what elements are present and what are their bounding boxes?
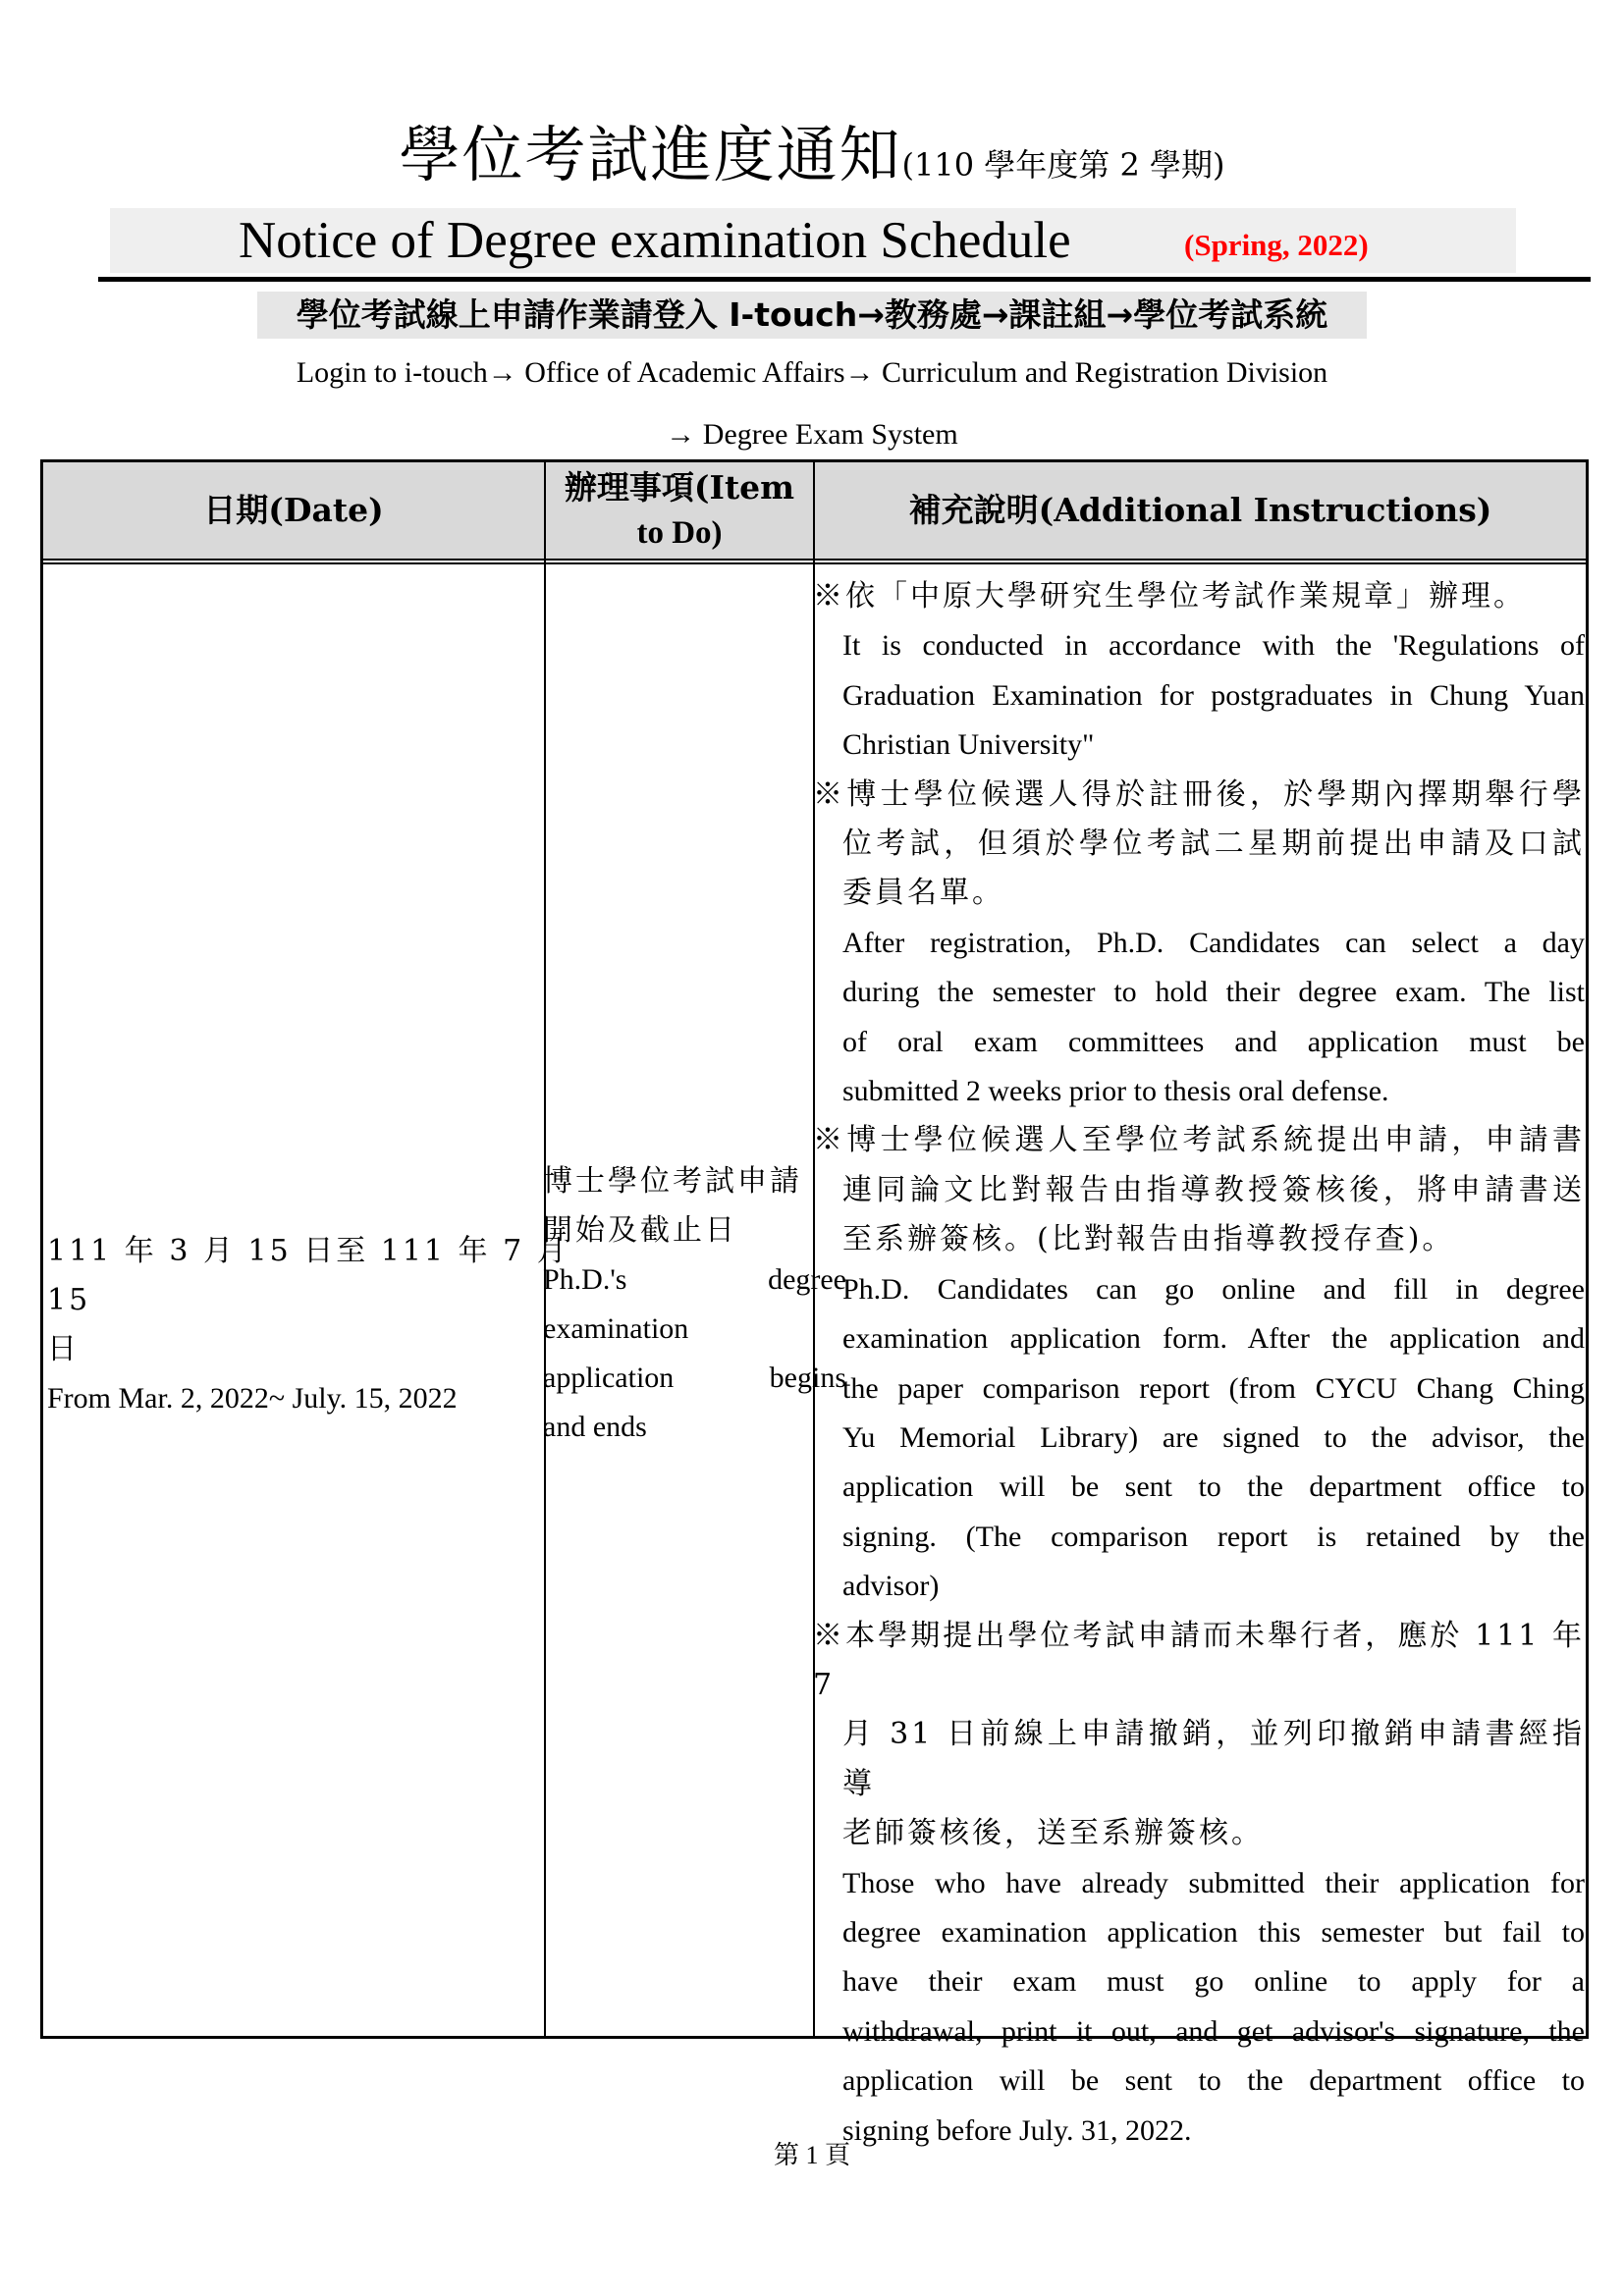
instr-b3-en-line: examination application form. After the application and [842, 1322, 1585, 1356]
page-number: 第 1 頁 [773, 2141, 850, 2169]
instr-b1-en-line: Graduation Examination for postgraduates in Chung Yuan [842, 678, 1585, 712]
title-underline [98, 277, 1591, 282]
instr-b3-en-line: Ph.D. Candidates can go online and fill in degree [842, 1272, 1585, 1306]
header-instructions-label: 補充說明(Additional Instructions) [908, 491, 1492, 529]
header-cell-instructions [815, 462, 1586, 559]
page-title-en: Notice of Degree examination Schedule [239, 212, 1071, 269]
header-cell-date [43, 462, 544, 559]
item-en-line1 [543, 1255, 846, 1305]
instr-b3-en-line: advisor) [842, 1570, 940, 1603]
instr-b4-en-line: signing before July. 31, 2022. [842, 2113, 1192, 2147]
date-cell [47, 1227, 577, 1423]
item-zh-line1: 博士學位考試申請 [543, 1164, 802, 1199]
login-path-zh: 學位考試線上申請作業請登入 I-touch→教務處→課註組→學位考試系統 [296, 295, 1328, 334]
item-en-line3 [543, 1354, 846, 1403]
instr-b3-zh-line: ※博士學位候選人至學位考試系統提出申請，申請書 [813, 1123, 1585, 1158]
instr-b4-en-line: degree examination application this semester but fail to [842, 1915, 1585, 1949]
instr-b2-en-line: of oral exam committees and application must be [842, 1025, 1585, 1058]
date-zh-line2: 日 [47, 1332, 80, 1366]
instr-b1-zh: ※依「中原大學研究生學位考試作業規章」辦理。 [813, 579, 1526, 614]
instr-b3-en-line: application will be sent to the department office to [842, 1470, 1585, 1504]
login-path-en-line2: → Degree Exam System [666, 418, 958, 451]
item-en-word: degree [768, 1263, 846, 1296]
date-en: From Mar. 2, 2022~ July. 15, 2022 [47, 1382, 458, 1415]
instr-b3-zh-line: 連同論文比對報告由指導教授簽核後，將申請書送 [842, 1172, 1585, 1207]
page-title-zh: 學位考試進度通知 [399, 119, 902, 190]
header-item-label-line2: to Do) [636, 515, 723, 551]
instr-b3-en-line: Yu Memorial Library) are signed to the advisor, the [842, 1420, 1585, 1454]
header-cell-item [546, 462, 813, 559]
instr-b4-zh-line: 老師簽核後，送至系辦簽核。 [842, 1816, 1264, 1851]
instr-b2-zh-line: ※博士學位候選人得於註冊後，於學期內擇期舉行學 [813, 776, 1585, 812]
page-title-season: (Spring, 2022) [1184, 228, 1369, 262]
item-en-line2: examination [543, 1312, 689, 1345]
instr-b4-zh-line: ※本學期提出學位考試申請而未舉行者，應於 111 年 7 [813, 1618, 1585, 1702]
instr-b1-en-line: Christian University" [842, 728, 1095, 762]
instr-b2-en-line: submitted 2 weeks prior to thesis oral defense. [842, 1075, 1389, 1108]
instr-b1-en-line: It is conducted in accordance with the 'Regulations of [842, 629, 1585, 663]
instr-b2-en-line: After registration, Ph.D. Candidates can select a day [842, 926, 1585, 959]
instr-b4-en-line: have their exam must go online to apply for a [842, 1965, 1585, 1999]
item-en-line4: and ends [543, 1411, 647, 1443]
instr-b4-en-line: Those who have already submitted their application for [842, 1866, 1585, 1899]
page-title-term: (110 學年度第 2 學期) [901, 146, 1225, 184]
instr-b2-zh-line: 位考試，但須於學位考試二星期前提出申請及口試 [842, 827, 1585, 862]
schedule-table [40, 459, 1589, 2147]
item-en-word: application [543, 1362, 675, 1394]
instructions-cell [813, 572, 1585, 2156]
header-item-label-line1: 辦理事項(Item [564, 468, 795, 507]
item-cell [543, 1157, 846, 1452]
item-en-word: Ph.D.'s [543, 1263, 627, 1296]
instr-b3-en-line: signing. (The comparison report is retained by the [842, 1520, 1585, 1553]
title-zh-line [0, 116, 1624, 194]
instr-b4-zh-line: 月 31 日前線上申請撤銷，並列印撤銷申請書經指導 [842, 1717, 1585, 1801]
item-zh-line2: 開始及截止日 [543, 1213, 737, 1248]
date-zh-line1: 111 年 3 月 15 日至 111 年 7 月 15 [47, 1234, 569, 1317]
instr-b3-en-line: the paper comparison report (from CYCU Chang Ching [842, 1371, 1585, 1405]
header-date-label: 日期(Date) [203, 491, 384, 529]
instr-b2-en-line: during the semester to hold their degree exam. The list [842, 976, 1585, 1009]
instr-b4-en-line: application will be sent to the department office to [842, 2064, 1585, 2098]
item-en-word: begins [769, 1362, 846, 1394]
instr-b4-en-line: withdrawal, print it out, and get advisor's signature, the [842, 2014, 1585, 2048]
login-path-en-line1: Login to i-touch→ Office of Academic Affairs→ Curriculum and Registration Division [296, 356, 1328, 389]
instr-b3-zh-line: 至系辦簽核。(比對報告由指導教授存查)。 [842, 1222, 1455, 1257]
instr-b2-zh-line: 委員名單。 [842, 876, 1004, 911]
